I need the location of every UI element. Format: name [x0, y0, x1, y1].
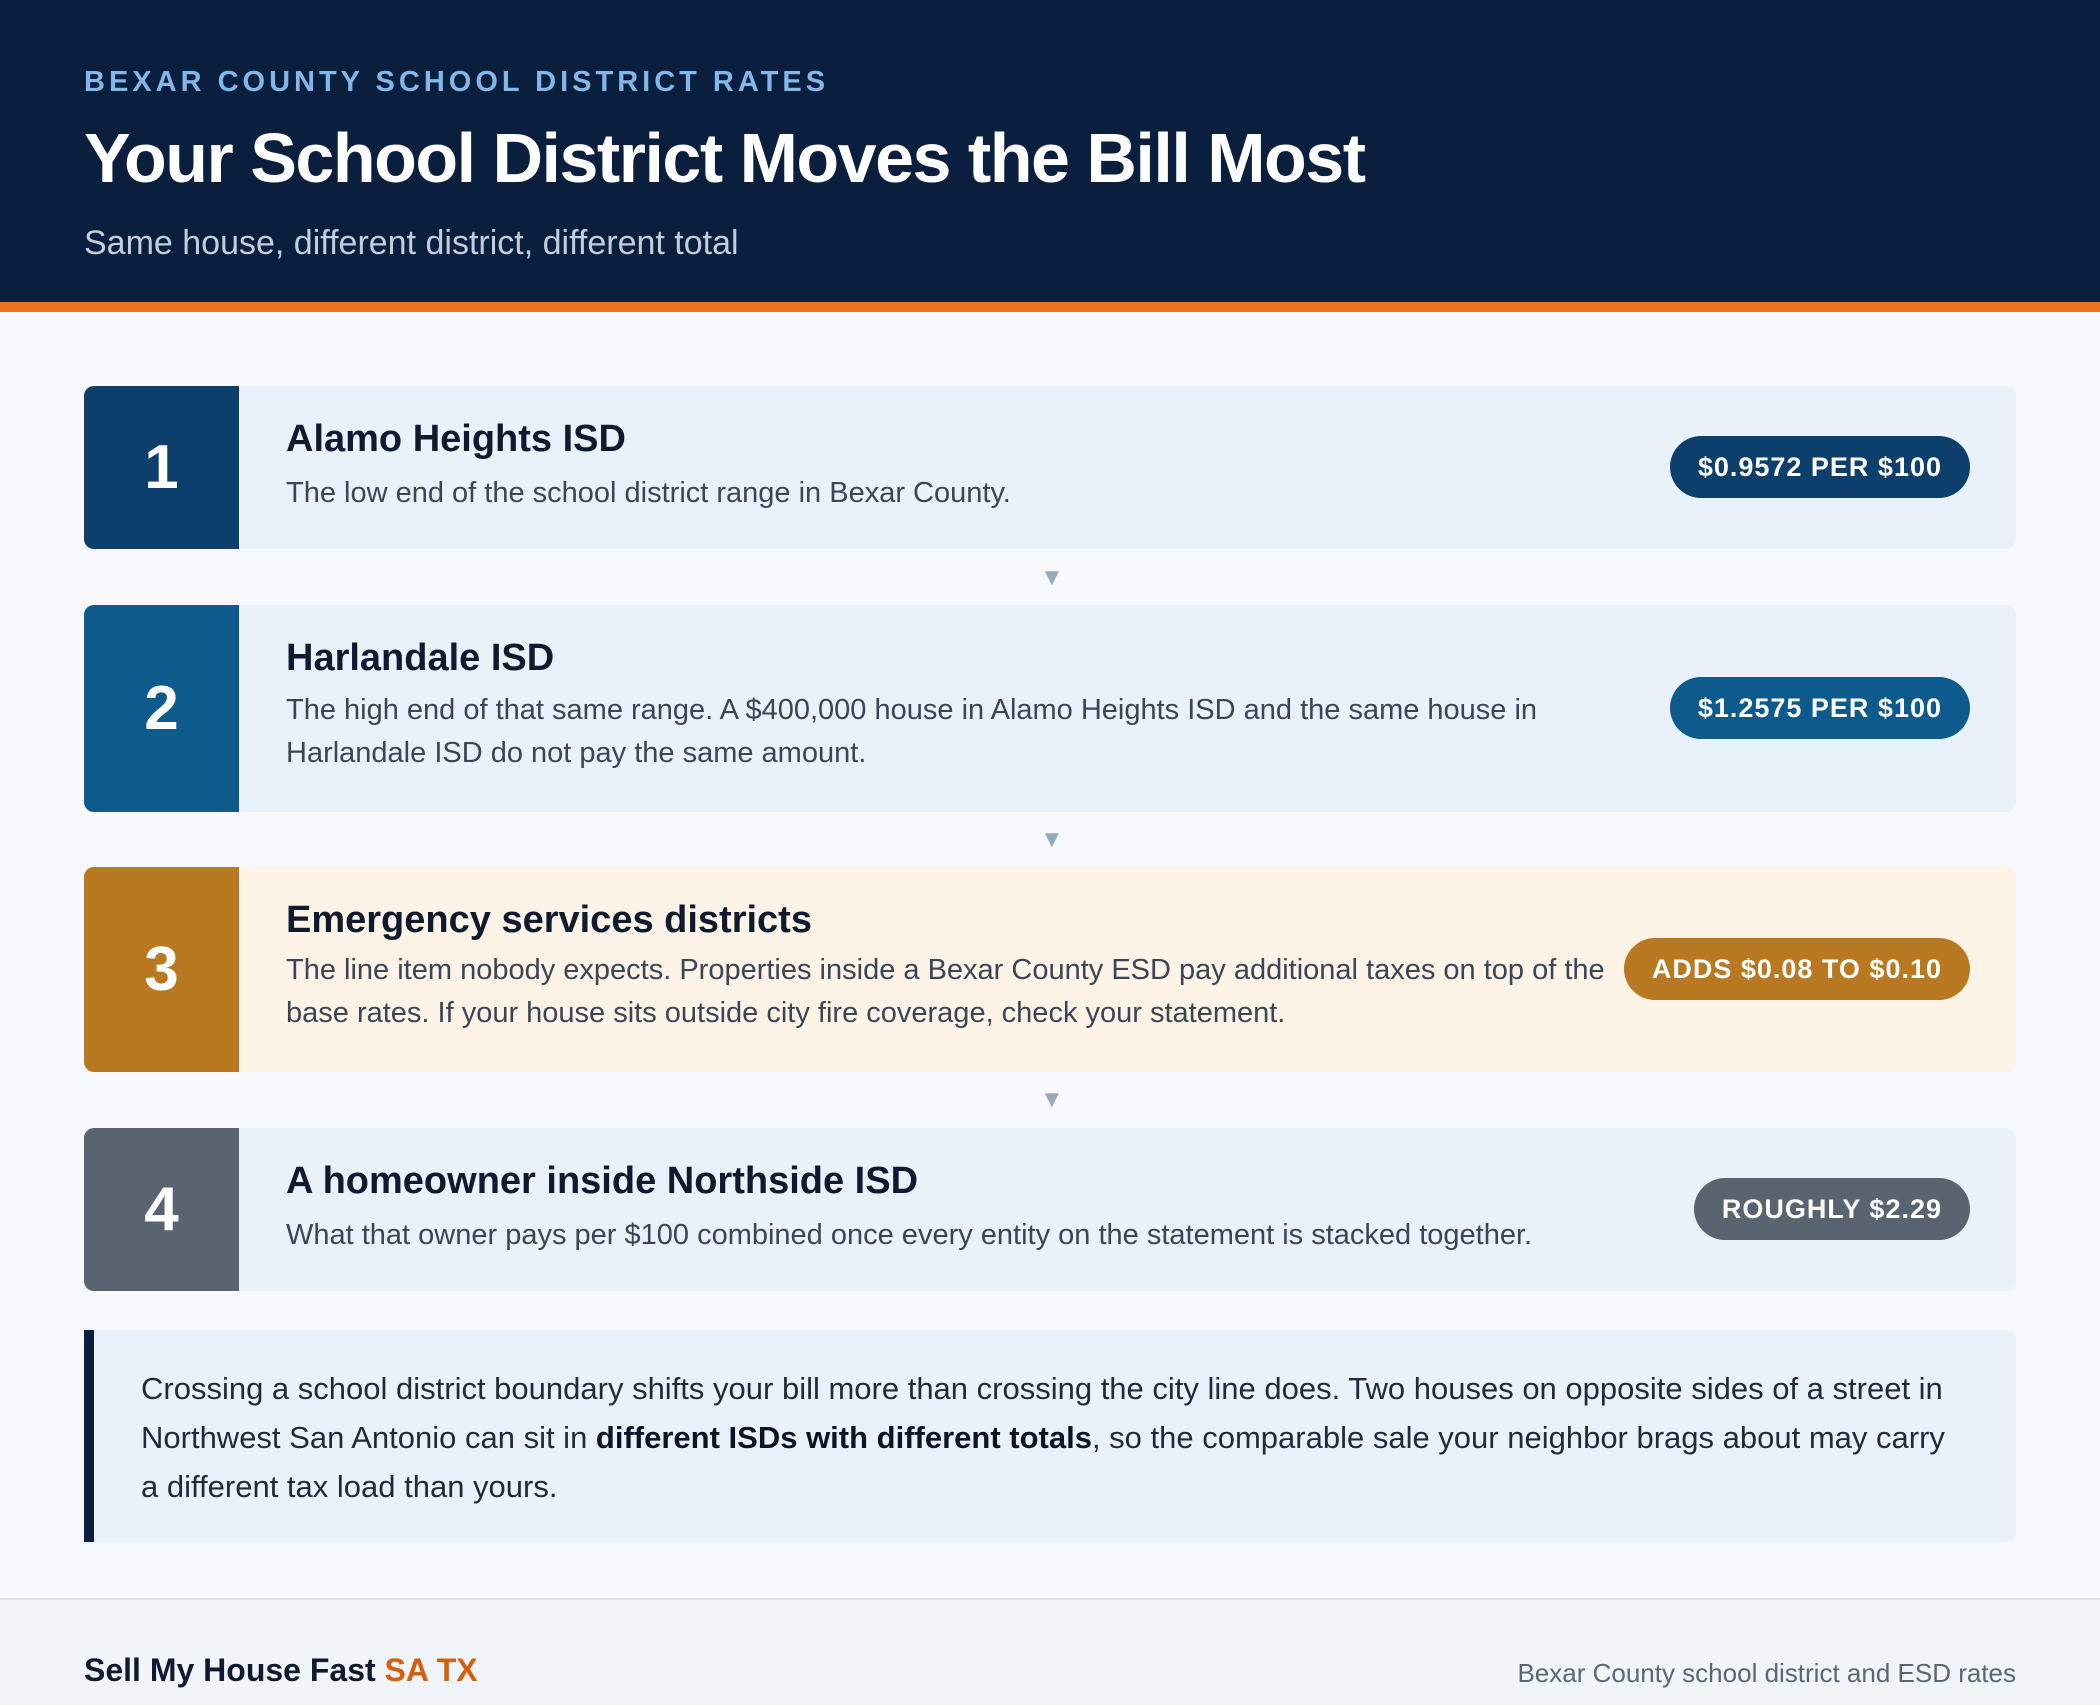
- rate-badge-4: ROUGHLY $2.29: [1694, 1178, 1970, 1240]
- step-title-4: A homeowner inside Northside ISD: [286, 1160, 919, 1202]
- step-title-3: Emergency services districts: [286, 899, 812, 941]
- callout-box: [84, 1330, 2016, 1542]
- callout-text: [141, 1364, 1961, 1511]
- callout-emphasis: different ISDs with different totals: [595, 1420, 1092, 1455]
- step-description-4: What that owner pays per $100 combined once every entity on the statement is stacked together.: [286, 1219, 1533, 1251]
- rate-badge-3: ADDS $0.08 TO $0.10: [1624, 938, 1970, 1000]
- header-kicker: BEXAR COUNTY SCHOOL DISTRICT RATES: [84, 66, 830, 98]
- triangle-down-icon: ▼: [1040, 564, 1064, 591]
- step-number-2: 2: [84, 605, 239, 812]
- triangle-down-icon: ▼: [1040, 1086, 1064, 1113]
- step-card-2: [84, 605, 2016, 812]
- step-number-3: 3: [84, 867, 239, 1072]
- callout-text-after: , so the comparable sale your neighbor brags about may carry a different tax load than yours.: [141, 1420, 1945, 1504]
- step-card-3: [84, 867, 2016, 1072]
- triangle-down-icon: ▼: [1040, 826, 1064, 853]
- step-card-1: [84, 386, 2016, 549]
- rate-badge-2: $1.2575 PER $100: [1670, 677, 1970, 739]
- footer: [0, 1598, 2100, 1705]
- brand-accent: SA TX: [384, 1652, 478, 1688]
- page-title: Your School District Moves the Bill Most: [84, 119, 1365, 197]
- header-banner: [0, 0, 2100, 312]
- step-title-1: Alamo Heights ISD: [286, 418, 626, 460]
- step-description-2: The high end of that same range. A $400,000 house in Alamo Heights ISD and the same house in Harlandale ISD do not pay the same amount.: [286, 694, 1538, 769]
- step-card-4: [84, 1128, 2016, 1291]
- brand-name: Sell My House Fast: [84, 1652, 385, 1688]
- step-title-2: Harlandale ISD: [286, 637, 555, 679]
- brand-logo: [84, 1652, 478, 1689]
- callout-text-before: Crossing a school district boundary shifts your bill more than crossing the city line does. Two houses on opposite sides of a street in Northwest San Antonio can sit in: [141, 1371, 1943, 1455]
- step-description-1: The low end of the school district range in Bexar County.: [286, 477, 1011, 509]
- rate-badge-1: $0.9572 PER $100: [1670, 436, 1970, 498]
- step-description-3: The line item nobody expects. Properties inside a Bexar County ESD pay additional taxes on top of the base rates. If your house sits outside city fire coverage, check your statement.: [286, 954, 1605, 1029]
- step-number-1: 1: [84, 386, 239, 549]
- source-note: Bexar County school district and ESD rates: [1517, 1658, 2016, 1688]
- page-subtitle: Same house, different district, different total: [84, 224, 739, 262]
- step-number-4: 4: [84, 1128, 239, 1291]
